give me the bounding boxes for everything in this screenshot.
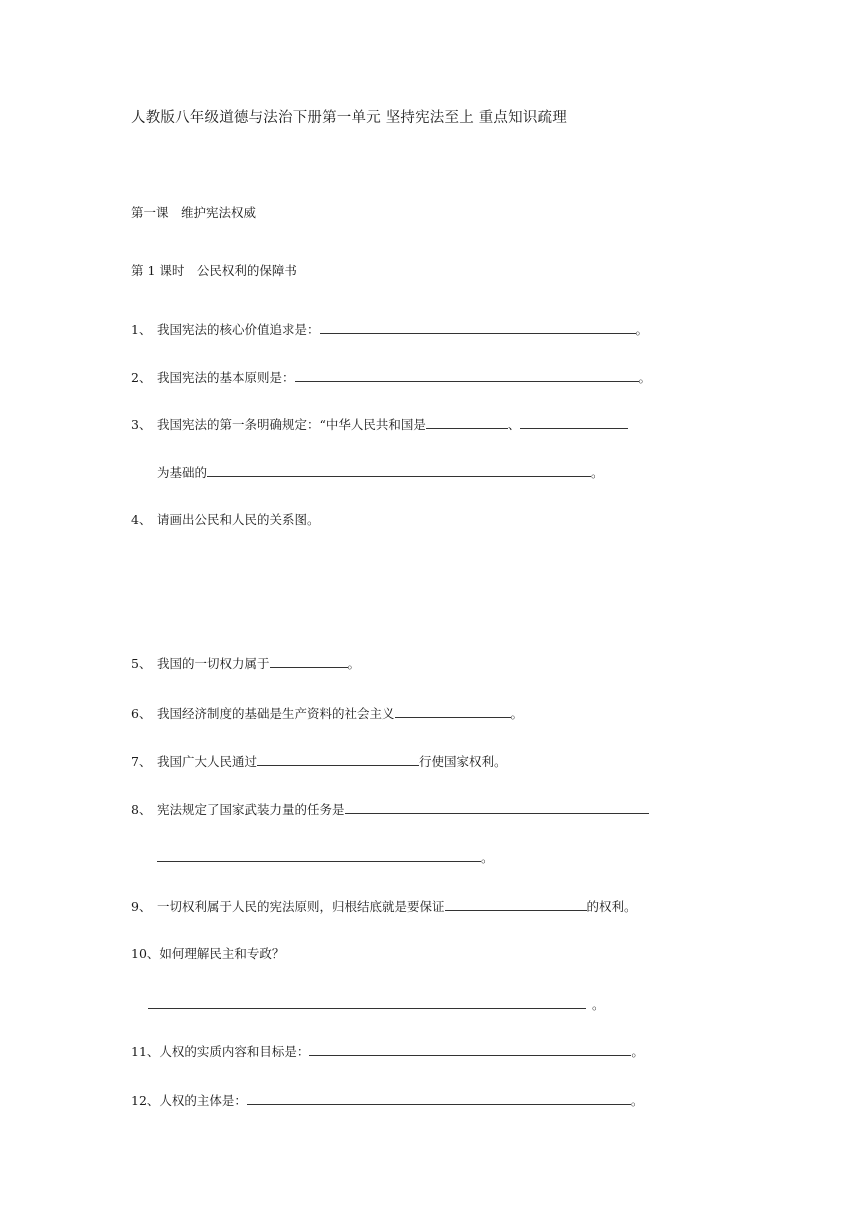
question-12 bbox=[131, 1092, 643, 1109]
answer-blank[interactable] bbox=[320, 321, 636, 334]
question-number: 6、 bbox=[131, 706, 152, 721]
question-number: 8、 bbox=[131, 802, 152, 817]
question-text-after: 行使国家权利。 bbox=[419, 754, 507, 769]
question-text: 为基础的 bbox=[157, 465, 208, 480]
question-10-answer bbox=[148, 996, 605, 1013]
answer-blank[interactable] bbox=[270, 655, 348, 668]
question-8-continued bbox=[157, 849, 494, 866]
period-mark: 。 bbox=[630, 1093, 644, 1108]
question-10 bbox=[131, 946, 284, 962]
answer-blank[interactable] bbox=[395, 705, 511, 718]
separator-mark: 、 bbox=[507, 417, 521, 432]
period-mark: 。 bbox=[510, 706, 524, 721]
question-text: 10、如何理解民主和专政？ bbox=[131, 946, 285, 961]
answer-blank[interactable] bbox=[207, 464, 591, 477]
question-text-after: 的权利。 bbox=[586, 899, 637, 914]
answer-blank[interactable] bbox=[257, 753, 419, 766]
question-number: 5、 bbox=[131, 656, 152, 671]
period-mark: 。 bbox=[347, 656, 361, 671]
period-mark: 。 bbox=[592, 997, 605, 1012]
period-mark: 。 bbox=[631, 1044, 644, 1059]
question-text: 一切权利属于人民的宪法原则，归根结底就是要保证 bbox=[157, 899, 445, 914]
period-heading: 第 1 课时 公民权利的保障书 bbox=[131, 263, 297, 278]
answer-blank[interactable] bbox=[426, 416, 508, 429]
question-text: 我国宪法的核心价值追求是： bbox=[157, 322, 320, 337]
question-text: 11、人权的实质内容和目标是： bbox=[131, 1044, 310, 1059]
question-11 bbox=[131, 1043, 644, 1060]
answer-blank[interactable] bbox=[345, 801, 649, 814]
period-mark: 。 bbox=[638, 370, 652, 385]
question-text: 我国宪法的第一条明确规定：“中华人民共和国是 bbox=[157, 417, 426, 432]
question-3-continued bbox=[157, 464, 604, 481]
question-text: 请画出公民和人民的关系图。 bbox=[157, 512, 320, 527]
question-text: 我国广大人民通过 bbox=[157, 754, 258, 769]
question-number: 2、 bbox=[131, 370, 152, 385]
question-text: 我国宪法的基本原则是： bbox=[157, 370, 295, 385]
answer-blank[interactable] bbox=[295, 369, 639, 382]
question-7 bbox=[131, 753, 507, 770]
answer-blank[interactable] bbox=[309, 1043, 631, 1056]
question-number: 1、 bbox=[131, 322, 152, 337]
question-3 bbox=[131, 416, 628, 433]
question-number: 9、 bbox=[131, 899, 152, 914]
question-number: 7、 bbox=[131, 754, 152, 769]
answer-blank[interactable] bbox=[445, 898, 587, 911]
question-number: 4、 bbox=[131, 512, 152, 527]
lesson-heading: 第一课 维护宪法权威 bbox=[131, 205, 257, 220]
question-text: 12、人权的主体是： bbox=[131, 1093, 247, 1108]
question-5 bbox=[131, 655, 360, 672]
answer-blank[interactable] bbox=[157, 849, 481, 862]
question-9 bbox=[131, 898, 637, 915]
question-2 bbox=[131, 369, 651, 386]
answer-blank[interactable] bbox=[520, 416, 628, 429]
question-1 bbox=[131, 321, 648, 338]
question-6 bbox=[131, 705, 523, 722]
question-8 bbox=[131, 801, 649, 818]
document-title: 人教版八年级道德与法治下册第一单元 坚持宪法至上 重点知识疏理 bbox=[131, 110, 567, 126]
question-4 bbox=[131, 512, 320, 528]
question-number: 3、 bbox=[131, 417, 152, 432]
period-mark: 。 bbox=[635, 322, 649, 337]
question-text: 宪法规定了国家武装力量的任务是 bbox=[157, 802, 345, 817]
period-mark: 。 bbox=[481, 850, 494, 865]
answer-blank[interactable] bbox=[148, 996, 586, 1009]
answer-blank[interactable] bbox=[247, 1092, 631, 1105]
period-mark: 。 bbox=[591, 465, 604, 480]
question-text: 我国经济制度的基础是生产资料的社会主义 bbox=[157, 706, 395, 721]
question-text: 我国的一切权力属于 bbox=[157, 656, 270, 671]
